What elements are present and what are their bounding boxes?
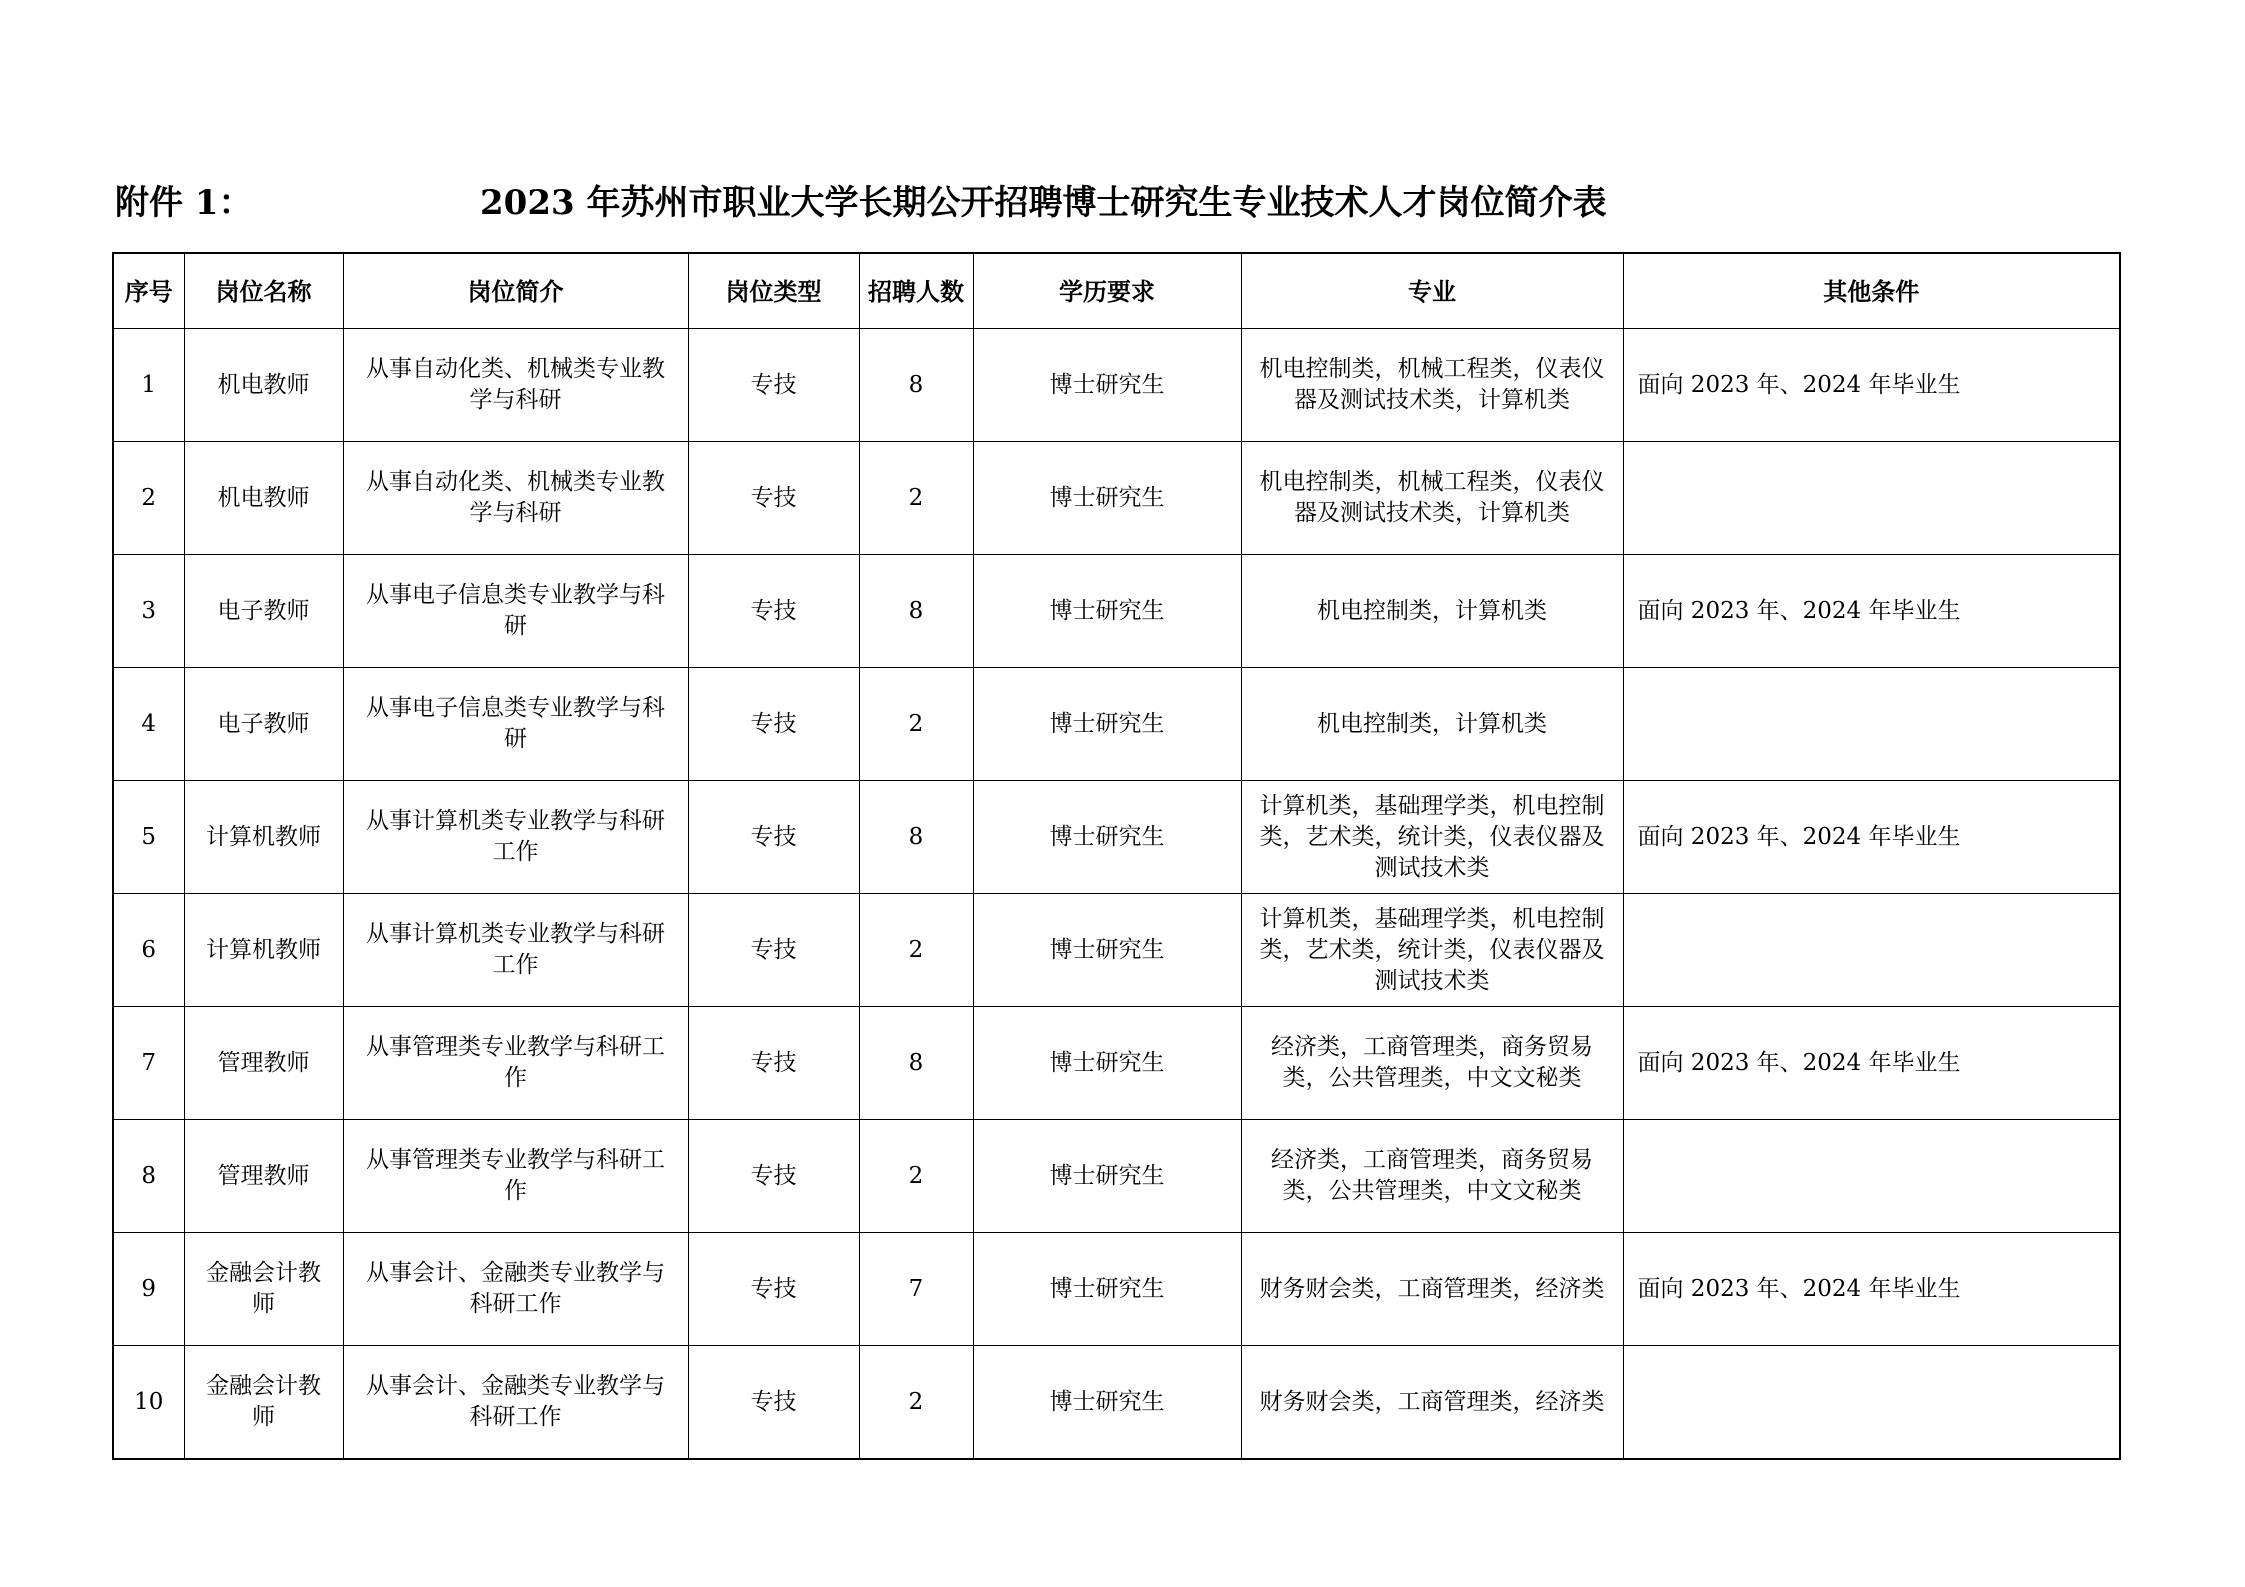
cell-other-conditions: 面向 2023 年、2024 年毕业生 bbox=[1623, 1233, 2120, 1346]
cell-major: 经济类，工商管理类，商务贸易类，公共管理类，中文文秘类 bbox=[1241, 1007, 1623, 1120]
cell-position-name: 管理教师 bbox=[184, 1007, 343, 1120]
cell-major: 计算机类，基础理学类，机电控制类，艺术类，统计类，仪表仪器及测试技术类 bbox=[1241, 894, 1623, 1007]
cell-education: 博士研究生 bbox=[973, 894, 1241, 1007]
cell-position-type: 专技 bbox=[688, 329, 859, 442]
cell-no: 1 bbox=[113, 329, 184, 442]
cell-other-conditions: 面向 2023 年、2024 年毕业生 bbox=[1623, 1007, 2120, 1120]
cell-major: 财务财会类，工商管理类，经济类 bbox=[1241, 1233, 1623, 1346]
cell-hire-count: 2 bbox=[859, 894, 973, 1007]
cell-education: 博士研究生 bbox=[973, 781, 1241, 894]
cell-position-desc: 从事自动化类、机械类专业教学与科研 bbox=[343, 442, 688, 555]
cell-position-desc: 从事管理类专业教学与科研工作 bbox=[343, 1007, 688, 1120]
cell-other-conditions bbox=[1623, 442, 2120, 555]
table-header-row bbox=[113, 253, 2120, 329]
table-row bbox=[113, 1233, 2120, 1346]
cell-position-type: 专技 bbox=[688, 1233, 859, 1346]
cell-hire-count: 8 bbox=[859, 1007, 973, 1120]
cell-other-conditions bbox=[1623, 1346, 2120, 1460]
table-row bbox=[113, 1120, 2120, 1233]
cell-position-desc: 从事会计、金融类专业教学与科研工作 bbox=[343, 1233, 688, 1346]
table-row bbox=[113, 555, 2120, 668]
cell-position-name: 金融会计教师 bbox=[184, 1233, 343, 1346]
column-header-edu: 学历要求 bbox=[973, 253, 1241, 329]
cell-position-name: 计算机教师 bbox=[184, 894, 343, 1007]
table-row bbox=[113, 894, 2120, 1007]
cell-position-type: 专技 bbox=[688, 1346, 859, 1460]
cell-major: 机电控制类，计算机类 bbox=[1241, 555, 1623, 668]
cell-position-type: 专技 bbox=[688, 442, 859, 555]
cell-education: 博士研究生 bbox=[973, 555, 1241, 668]
cell-no: 7 bbox=[113, 1007, 184, 1120]
cell-position-name: 电子教师 bbox=[184, 668, 343, 781]
table-row bbox=[113, 1346, 2120, 1460]
column-header-no: 序号 bbox=[113, 253, 184, 329]
cell-position-type: 专技 bbox=[688, 1120, 859, 1233]
cell-education: 博士研究生 bbox=[973, 442, 1241, 555]
cell-other-conditions: 面向 2023 年、2024 年毕业生 bbox=[1623, 781, 2120, 894]
cell-no: 5 bbox=[113, 781, 184, 894]
cell-position-desc: 从事计算机类专业教学与科研工作 bbox=[343, 781, 688, 894]
cell-no: 6 bbox=[113, 894, 184, 1007]
cell-hire-count: 2 bbox=[859, 668, 973, 781]
cell-other-conditions: 面向 2023 年、2024 年毕业生 bbox=[1623, 555, 2120, 668]
cell-hire-count: 8 bbox=[859, 329, 973, 442]
cell-education: 博士研究生 bbox=[973, 1346, 1241, 1460]
attachment-label: 附件 1： bbox=[115, 183, 253, 223]
cell-position-name: 机电教师 bbox=[184, 442, 343, 555]
table-row bbox=[113, 781, 2120, 894]
table-row bbox=[113, 1007, 2120, 1120]
cell-no: 10 bbox=[113, 1346, 184, 1460]
cell-no: 9 bbox=[113, 1233, 184, 1346]
cell-major: 机电控制类，机械工程类，仪表仪器及测试技术类，计算机类 bbox=[1241, 442, 1623, 555]
cell-no: 3 bbox=[113, 555, 184, 668]
page-title: 2023 年苏州市职业大学长期公开招聘博士研究生专业技术人才岗位简介表 bbox=[480, 183, 1607, 223]
cell-position-type: 专技 bbox=[688, 668, 859, 781]
column-header-name: 岗位名称 bbox=[184, 253, 343, 329]
cell-major: 经济类，工商管理类，商务贸易类，公共管理类，中文文秘类 bbox=[1241, 1120, 1623, 1233]
column-header-count: 招聘人数 bbox=[859, 253, 973, 329]
page-header bbox=[115, 176, 2115, 230]
column-header-major: 专业 bbox=[1241, 253, 1623, 329]
cell-education: 博士研究生 bbox=[973, 1233, 1241, 1346]
cell-position-type: 专技 bbox=[688, 1007, 859, 1120]
cell-position-type: 专技 bbox=[688, 894, 859, 1007]
column-header-cond: 其他条件 bbox=[1623, 253, 2120, 329]
cell-no: 8 bbox=[113, 1120, 184, 1233]
column-header-type: 岗位类型 bbox=[688, 253, 859, 329]
cell-no: 2 bbox=[113, 442, 184, 555]
cell-hire-count: 2 bbox=[859, 442, 973, 555]
cell-no: 4 bbox=[113, 668, 184, 781]
cell-hire-count: 8 bbox=[859, 555, 973, 668]
cell-hire-count: 2 bbox=[859, 1120, 973, 1233]
cell-major: 计算机类，基础理学类，机电控制类，艺术类，统计类，仪表仪器及测试技术类 bbox=[1241, 781, 1623, 894]
table-row bbox=[113, 329, 2120, 442]
cell-position-desc: 从事自动化类、机械类专业教学与科研 bbox=[343, 329, 688, 442]
positions-table bbox=[112, 252, 2121, 1460]
cell-education: 博士研究生 bbox=[973, 668, 1241, 781]
cell-position-desc: 从事电子信息类专业教学与科研 bbox=[343, 555, 688, 668]
cell-major: 机电控制类，计算机类 bbox=[1241, 668, 1623, 781]
cell-position-name: 金融会计教师 bbox=[184, 1346, 343, 1460]
cell-other-conditions bbox=[1623, 1120, 2120, 1233]
cell-position-name: 管理教师 bbox=[184, 1120, 343, 1233]
cell-position-type: 专技 bbox=[688, 555, 859, 668]
cell-other-conditions: 面向 2023 年、2024 年毕业生 bbox=[1623, 329, 2120, 442]
cell-position-desc: 从事会计、金融类专业教学与科研工作 bbox=[343, 1346, 688, 1460]
cell-education: 博士研究生 bbox=[973, 1007, 1241, 1120]
cell-other-conditions bbox=[1623, 894, 2120, 1007]
column-header-desc: 岗位简介 bbox=[343, 253, 688, 329]
cell-hire-count: 8 bbox=[859, 781, 973, 894]
cell-major: 机电控制类，机械工程类，仪表仪器及测试技术类，计算机类 bbox=[1241, 329, 1623, 442]
cell-position-name: 机电教师 bbox=[184, 329, 343, 442]
cell-hire-count: 7 bbox=[859, 1233, 973, 1346]
cell-position-name: 计算机教师 bbox=[184, 781, 343, 894]
cell-education: 博士研究生 bbox=[973, 1120, 1241, 1233]
cell-education: 博士研究生 bbox=[973, 329, 1241, 442]
cell-major: 财务财会类，工商管理类，经济类 bbox=[1241, 1346, 1623, 1460]
cell-other-conditions bbox=[1623, 668, 2120, 781]
cell-position-desc: 从事管理类专业教学与科研工作 bbox=[343, 1120, 688, 1233]
cell-position-type: 专技 bbox=[688, 781, 859, 894]
cell-hire-count: 2 bbox=[859, 1346, 973, 1460]
cell-position-desc: 从事计算机类专业教学与科研工作 bbox=[343, 894, 688, 1007]
cell-position-desc: 从事电子信息类专业教学与科研 bbox=[343, 668, 688, 781]
table-row bbox=[113, 442, 2120, 555]
table-row bbox=[113, 668, 2120, 781]
cell-position-name: 电子教师 bbox=[184, 555, 343, 668]
